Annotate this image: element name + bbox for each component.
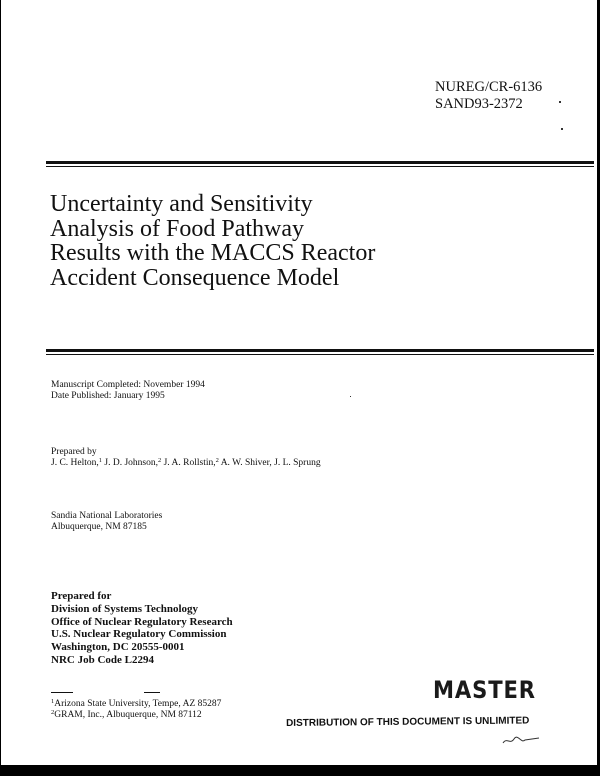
handwritten-initials-icon xyxy=(501,733,541,747)
report-numbers xyxy=(435,79,542,113)
document-title xyxy=(50,192,570,290)
prepared-for-block xyxy=(51,590,233,667)
title-line: Uncertainty and Sensitivity xyxy=(50,191,313,217)
footnote-rule xyxy=(51,692,73,693)
author-name: J. C. Helton, xyxy=(51,458,99,468)
author-affiliation-mark: 2 xyxy=(215,457,219,464)
author-name: J. A. Rollstin, xyxy=(161,458,216,468)
title-line: Results with the MACCS Reactor xyxy=(50,240,376,266)
sponsor-commission: U.S. Nuclear Regulatory Commission xyxy=(51,628,227,641)
distribution-statement: DISTRIBUTION OF THIS DOCUMENT IS UNLIMITED xyxy=(286,715,530,729)
report-number-nureg: NUREG/CR-6136 xyxy=(435,79,543,95)
title-line: Analysis of Food Pathway xyxy=(50,215,304,242)
author-affiliation-mark: 2 xyxy=(157,457,162,464)
footnote-mark: 2 xyxy=(51,709,55,716)
footnote-rule xyxy=(144,692,160,693)
laboratory-name: Sandia National Laboratories xyxy=(51,511,163,521)
sponsor-division: Division of Systems Technology xyxy=(51,602,198,615)
document-page xyxy=(1,0,597,765)
laboratory-block xyxy=(51,511,162,533)
footnote-text: Arizona State University, Tempe, AZ 85287 xyxy=(54,699,222,709)
prepared-by-heading: Prepared by xyxy=(51,447,97,457)
author-affiliation-mark: 1 xyxy=(98,457,103,464)
scan-speck xyxy=(559,101,561,103)
title-line: Accident Consequence Model xyxy=(50,264,340,291)
footnote-text: GRAM, Inc., Albuquerque, NM 87112 xyxy=(54,710,202,720)
author-list xyxy=(51,458,321,469)
author-name: J. D. Johnson, xyxy=(102,458,158,468)
laboratory-address: Albuquerque, NM 87185 xyxy=(51,522,147,532)
publication-dates xyxy=(51,380,205,402)
sponsor-address: Washington, DC 20555-0001 xyxy=(51,641,185,654)
job-code: NRC Job Code L2294 xyxy=(51,653,154,666)
master-stamp: MASTER xyxy=(433,676,536,704)
title-rule-bottom xyxy=(46,349,594,355)
date-published: Date Published: January 1995 xyxy=(51,391,165,401)
footnote-mark: 1 xyxy=(51,698,55,705)
scan-speck xyxy=(561,128,563,130)
manuscript-completed-date: Manuscript Completed: November 1994 xyxy=(51,380,205,390)
prepared-for-heading: Prepared for xyxy=(51,590,112,602)
footnotes xyxy=(51,699,221,721)
report-number-sand: SAND93-2372 xyxy=(435,96,523,112)
prepared-by-section xyxy=(51,447,321,469)
title-rule-top xyxy=(46,161,594,167)
footnote-item xyxy=(51,699,221,710)
scan-speck xyxy=(350,396,351,397)
footnote-item xyxy=(51,710,221,721)
author-name: A. W. Shiver, J. L. Sprung xyxy=(218,458,321,468)
sponsor-office: Office of Nuclear Regulatory Research xyxy=(51,615,233,628)
